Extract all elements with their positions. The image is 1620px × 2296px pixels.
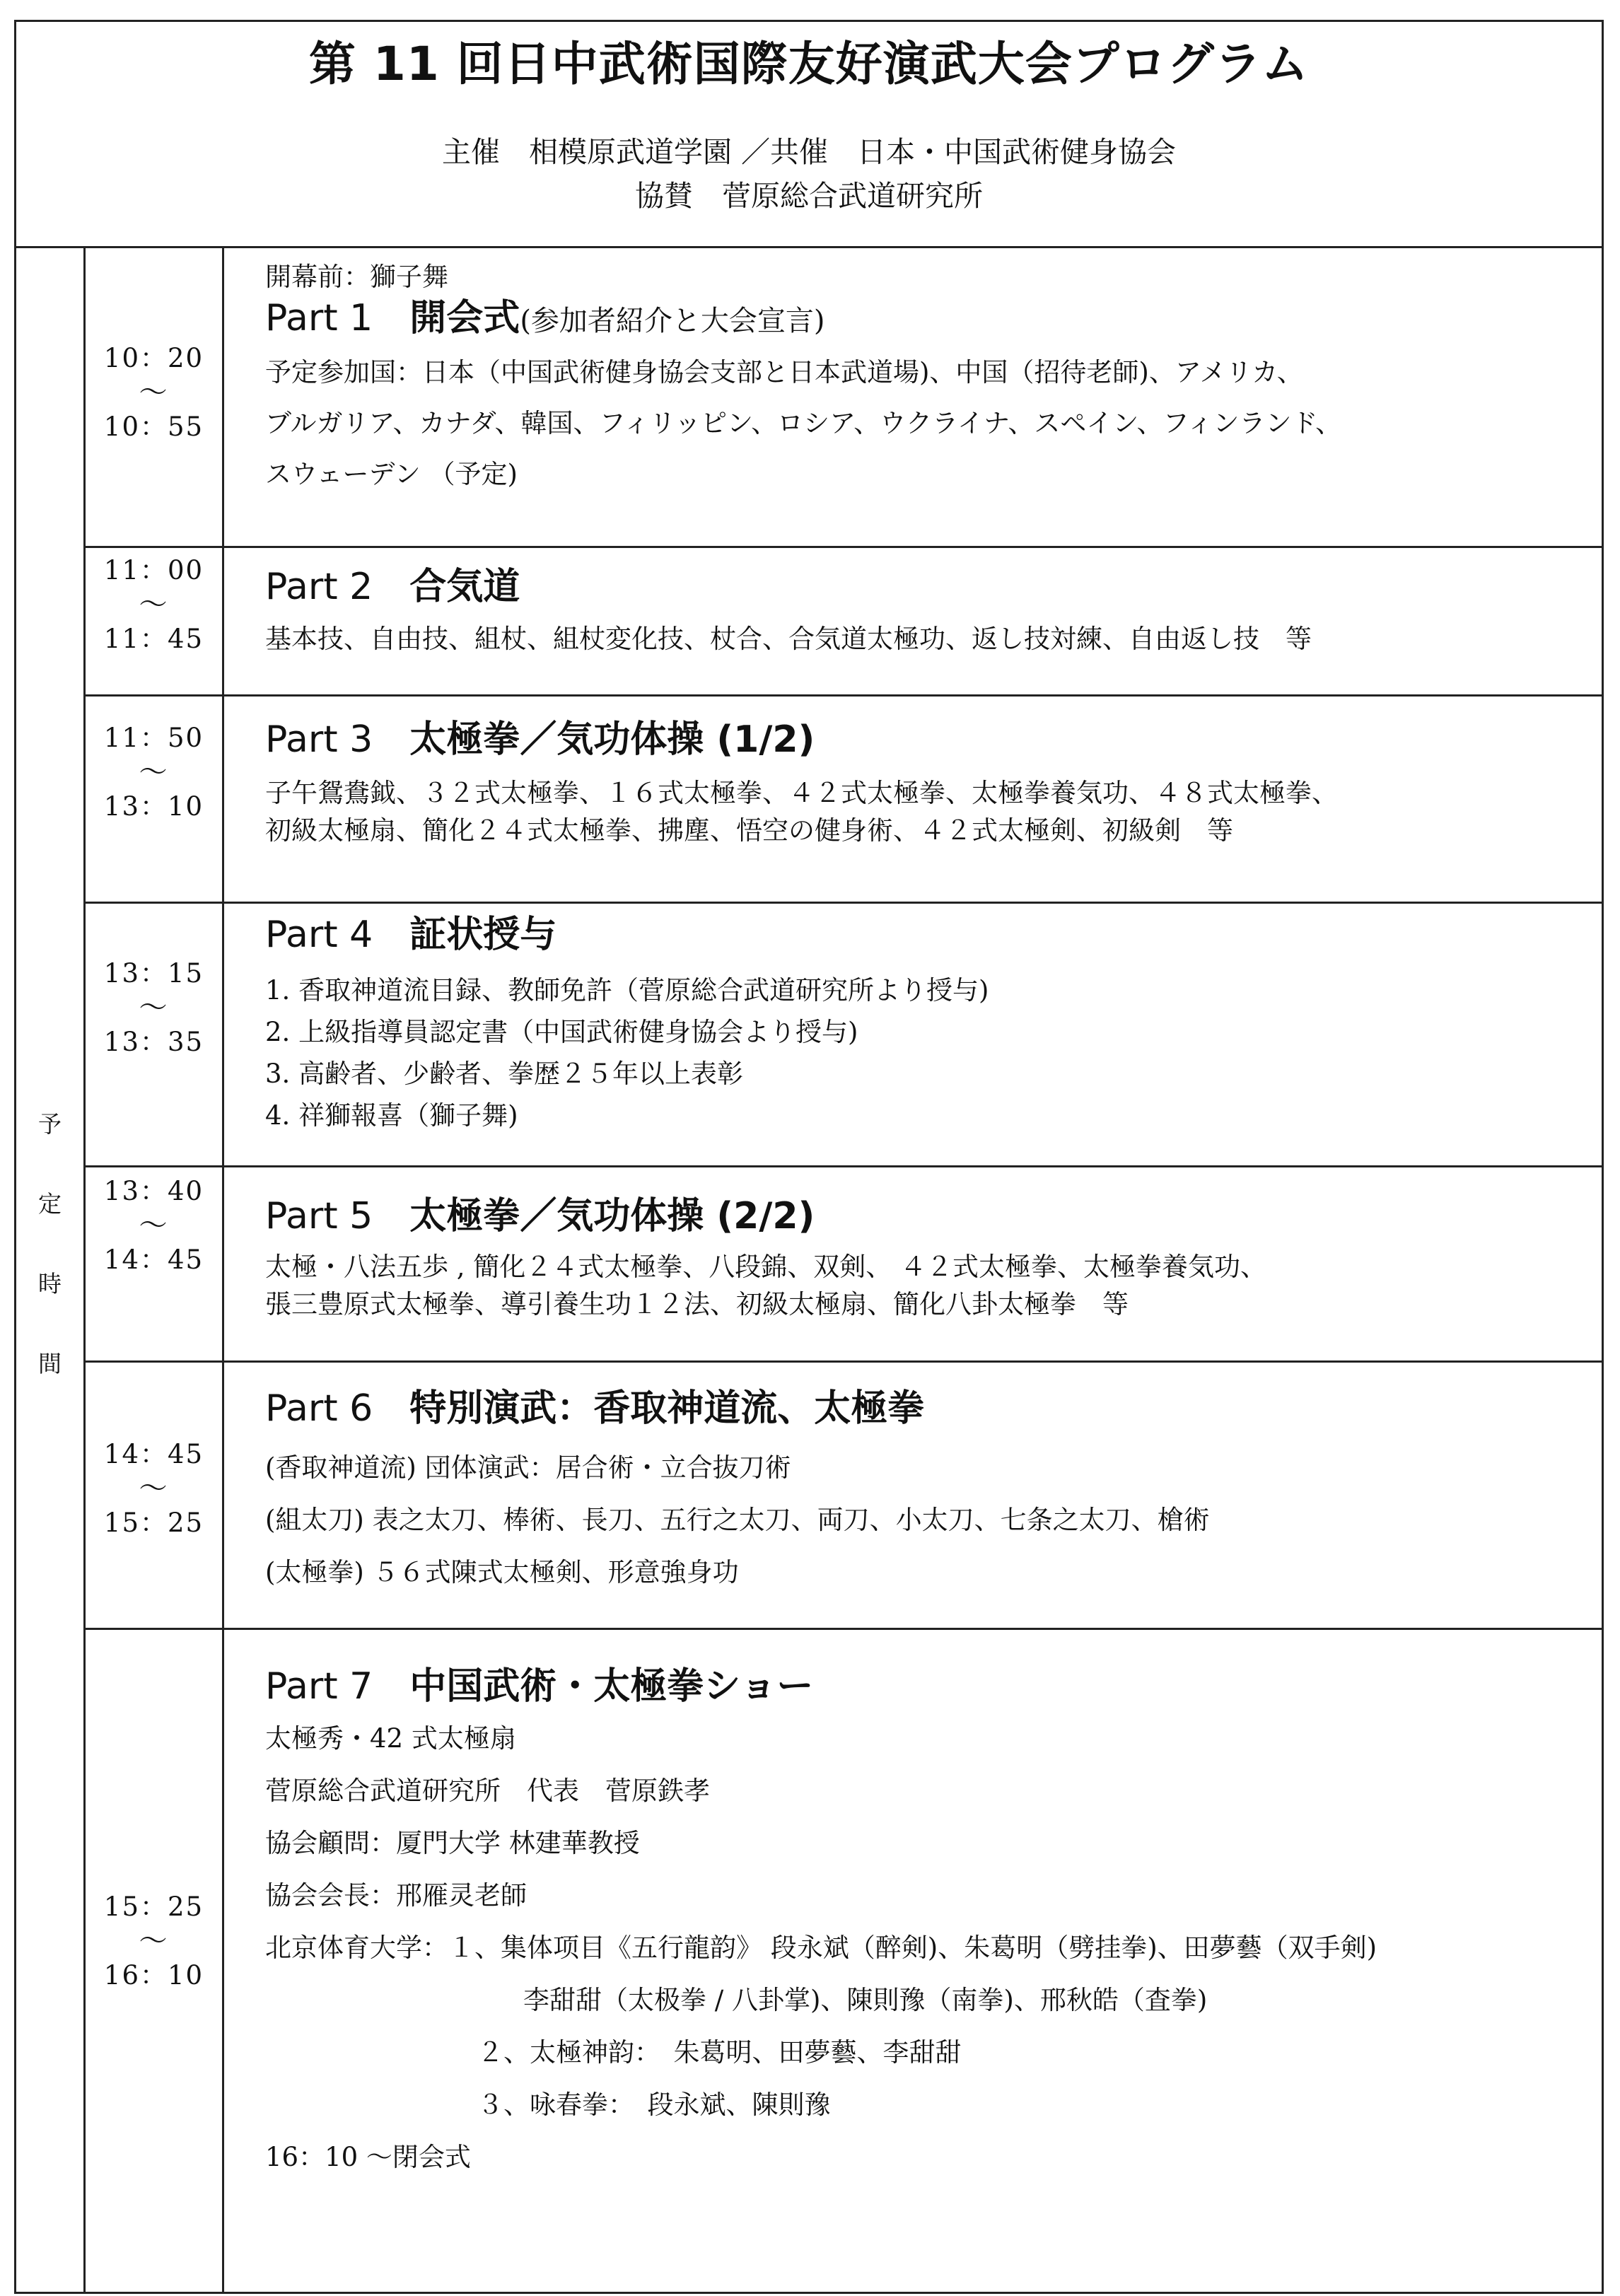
- row-part-5: [265, 1196, 1595, 1324]
- part-title: [265, 1388, 1595, 1430]
- time-start: 10：20: [103, 343, 204, 373]
- time-separator: ～: [139, 756, 169, 788]
- part-number: Part 3: [265, 718, 373, 761]
- part-detail-line: 基本技、自由技、組杖、組杖変化技、杖合、合気道太極功、返し技対練、自由返し技 等: [265, 623, 1312, 654]
- part-title: [265, 566, 1595, 609]
- part-name: 特別演武：香取神道流、太極拳: [409, 1387, 925, 1430]
- part-name: 太極拳／気功体操 (1/2): [409, 718, 815, 761]
- time-range: [86, 1178, 222, 1273]
- row-part-6: [265, 1388, 1595, 1599]
- time-start: 11：00: [103, 555, 204, 585]
- row-part-7: [265, 1666, 1595, 2184]
- row-divider: [86, 1628, 1602, 1630]
- time-start: 11：50: [103, 723, 204, 753]
- part-detail-line: 張三豊原式太極拳、導引養生功１２法、初級太極扇、簡化八卦太極拳 等: [265, 1289, 1129, 1320]
- part-name: 合気道: [409, 566, 520, 608]
- row-divider: [86, 902, 1602, 904]
- time-separator: ～: [139, 1209, 169, 1242]
- time-separator: ～: [139, 588, 169, 621]
- part-detail-line: 16：10 ～閉会式: [265, 2141, 471, 2172]
- part-title: [265, 719, 1595, 762]
- row-part-2: [265, 566, 1595, 655]
- part-title: [265, 1196, 1595, 1238]
- part-title: [265, 1666, 1595, 1708]
- time-range: [86, 557, 222, 652]
- time-range: [86, 960, 222, 1055]
- part-detail-line: 協会顧問：厦門大学 林建華教授: [265, 1827, 640, 1858]
- vertical-label-char: 間: [38, 1350, 62, 1377]
- part-detail-line: (香取神道流) 団体演武：居合術・立合抜刀術: [265, 1452, 791, 1483]
- part-detail-line: ２、太極神韵： 朱葛明、田夢藝、李甜甜: [477, 2036, 962, 2068]
- time-separator: ～: [139, 376, 169, 409]
- part-number: Part 2: [265, 566, 373, 608]
- row-part-3: [265, 719, 1595, 850]
- part-detail-line: 1. 香取神道流目録、教師免許（菅原総合武道研究所より授与): [265, 974, 989, 1006]
- time-separator: ～: [139, 1472, 169, 1505]
- part-detail-line: 子午鴛鴦鉞、３２式太極拳、１６式太極拳、４２式太極拳、太極拳養気功、４８式太極拳、: [265, 777, 1338, 808]
- sponsor-line: 協賛 菅原総合武道研究所: [635, 179, 983, 213]
- part-name: 中国武術・太極拳ショー: [409, 1665, 814, 1708]
- page-title: 第 11 回日中武術国際友好演武大会プログラム: [308, 37, 1310, 91]
- time-start: 13：40: [103, 1176, 204, 1206]
- part-detail-line: 太極秀・42 式太極扇: [265, 1723, 516, 1754]
- row-divider: [86, 694, 1602, 697]
- program-frame: [14, 20, 1604, 2294]
- part-name: 太極拳／気功体操 (2/2): [409, 1195, 815, 1237]
- time-range: [86, 345, 222, 440]
- program-header: [16, 22, 1602, 248]
- part-detail-line: 協会会長：邢雁灵老師: [265, 1880, 527, 1911]
- vertical-label: [16, 1112, 83, 1432]
- time-end: 13：10: [103, 791, 204, 822]
- time-end: 14：45: [103, 1245, 204, 1275]
- part-detail-line: ３、咏春拳： 段永斌、陳則豫: [477, 2089, 831, 2120]
- part-detail-line: (組太刀) 表之太刀、棒術、長刀、五行之太刀、両刀、小太刀、七条之太刀、槍術: [265, 1504, 1210, 1535]
- part-detail-line: 2. 上級指導員認定書（中国武術健身協会より授与): [265, 1016, 858, 1047]
- row-divider: [86, 1360, 1602, 1363]
- time-end: 11：45: [103, 624, 204, 654]
- part-name: 開会式: [409, 297, 520, 340]
- part-detail-line: スウェーデン （予定): [265, 459, 518, 490]
- part-detail-line: (太極拳) ５６式陳式太極剣、形意強身功: [265, 1556, 739, 1587]
- part-number: Part 5: [265, 1195, 373, 1237]
- part-name: 証状授与: [409, 914, 557, 956]
- time-end: 13：35: [103, 1027, 204, 1057]
- part-number: Part 4: [265, 914, 373, 956]
- organizers-line: 主催 相模原武道学園 ／共催 日本・中国武術健身協会: [441, 135, 1177, 169]
- row-part-4: [265, 914, 1595, 1137]
- part-detail-line: 4. 祥獅報喜（獅子舞): [265, 1100, 518, 1131]
- part-subtitle: (参加者紹介と大会宣言): [520, 305, 825, 338]
- vertical-label-char: 定: [38, 1190, 62, 1218]
- part-detail-line: 太極・八法五歩 , 簡化２４式太極拳、八段錦、双剣、 ４２式太極拳、太極拳養気功、: [265, 1251, 1267, 1282]
- time-end: 10：55: [103, 412, 204, 442]
- part-number: Part 6: [265, 1387, 373, 1430]
- row-divider: [86, 546, 1602, 548]
- row-part-1: [265, 261, 1595, 500]
- schedule-label-column: [16, 248, 86, 2292]
- part-detail-line: 李甜甜（太极拳 / 八卦掌)、陳則豫（南拳)、邢秋皓（査拳): [523, 1984, 1208, 2015]
- vertical-label-char: 予: [38, 1110, 62, 1138]
- time-range: [86, 725, 222, 820]
- time-start: 13：15: [103, 958, 204, 989]
- part-detail-line: 北京体育大学：１、集体项目《五行龍韵》 段永斌（醉剣)、朱葛明（劈挂拳)、田夢藝（双手剣): [265, 1932, 1377, 1963]
- part-detail-line: ブルガリア、カナダ、韓国、フィリッピン、ロシア、ウクライナ、スペイン、フィンランド、: [265, 408, 1342, 439]
- time-start: 14：45: [103, 1439, 204, 1469]
- part-number: Part 1: [265, 297, 373, 340]
- time-range: [86, 1892, 222, 1991]
- time-separator: ～: [139, 991, 169, 1024]
- vertical-label-char: 時: [38, 1270, 62, 1298]
- time-end: 15：25: [103, 1508, 204, 1538]
- part-detail-line: 菅原総合武道研究所 代表 菅原鉄孝: [265, 1775, 710, 1806]
- part-title: [265, 298, 1595, 340]
- part-detail-line: 3. 高齢者、少齢者、拳歴２５年以上表彰: [265, 1059, 744, 1090]
- time-range: [86, 1441, 222, 1536]
- part-detail-line: 予定参加国：日本（中国武術健身協会支部と日本武道場)、中国（招待老師)、アメリカ、: [265, 357, 1303, 388]
- time-separator: ～: [139, 1925, 169, 1957]
- pre-opening-line: 開幕前：獅子舞: [265, 262, 448, 292]
- part-number: Part 7: [265, 1665, 373, 1708]
- time-end: 16：10: [103, 1960, 204, 1991]
- row-divider: [86, 1165, 1602, 1167]
- part-detail-line: 初級太極扇、簡化２４式太極拳、拂塵、悟空の健身術、４２式太極剣、初級剣 等: [265, 815, 1233, 846]
- time-start: 15：25: [103, 1892, 204, 1922]
- part-title: [265, 914, 1595, 957]
